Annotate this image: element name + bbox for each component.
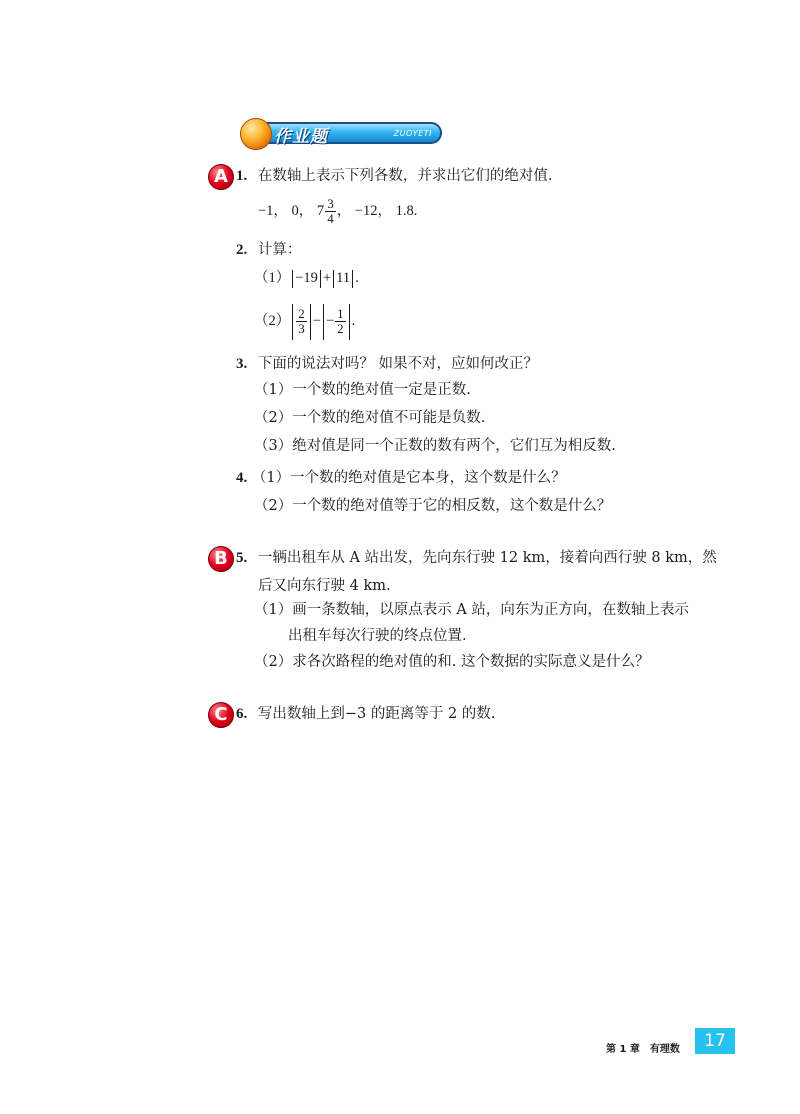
question-5-item-2: （2）求各次路程的绝对值的和. 这个数据的实际意义是什么？ xyxy=(254,654,650,670)
banner-title: 作业题 xyxy=(274,127,328,147)
abs-bar xyxy=(323,304,324,340)
question-4-item-2: （2）一个数的绝对值等于它的相反数，这个数是什么？ xyxy=(254,498,612,514)
question-5-number: 5. xyxy=(236,550,248,566)
part-2-operator: − xyxy=(312,313,321,329)
question-3-item-2: （2）一个数的绝对值不可能是负数. xyxy=(254,410,486,426)
question-6-text: 写出数轴上到−3 的距离等于 2 的数. xyxy=(257,706,496,722)
fraction-numerator: 2 xyxy=(298,306,305,322)
question-3-item-3: （3）绝对值是同一个正数的数有两个，它们互为相反数. xyxy=(254,438,616,454)
section-a-badge-icon: A xyxy=(208,164,234,190)
fraction-one-half xyxy=(335,307,346,336)
question-6 xyxy=(236,704,495,724)
question-5-line-1: 一辆出租车从 A 站出发，先向东行驶 12 km，接着向西行驶 8 km，然 xyxy=(257,550,717,566)
fraction-denominator: 2 xyxy=(337,321,344,337)
values-start: −1， 0， 7 xyxy=(258,203,325,219)
fraction-numerator: 1 xyxy=(337,306,344,322)
part-1-operand-b: 11 xyxy=(336,270,351,286)
orange-ball-icon xyxy=(240,118,272,150)
question-2 xyxy=(236,240,301,260)
part-2-end: . xyxy=(351,313,356,329)
question-1 xyxy=(236,166,552,186)
question-5-item-1-line-1: （1）画一条数轴，以原点表示 A 站，向东为正方向，在数轴上表示 xyxy=(254,602,689,618)
fraction-two-thirds xyxy=(296,307,307,336)
abs-bar xyxy=(333,270,334,288)
fraction-denominator: 4 xyxy=(327,211,334,227)
part-2-label: （2） xyxy=(254,313,291,329)
question-6-number: 6. xyxy=(236,706,248,722)
question-3-text: 下面的说法对吗？ 如果不对，应如何改正？ xyxy=(257,356,538,372)
part-1-operator: + xyxy=(322,270,332,286)
part-1-label: （1） xyxy=(254,270,291,286)
question-4-number: 4. xyxy=(236,470,248,486)
question-2-part-1 xyxy=(254,268,359,288)
page-number: 17 xyxy=(695,1028,735,1054)
question-4 xyxy=(236,468,566,488)
fraction-three-quarters xyxy=(325,197,336,226)
question-2-part-2 xyxy=(254,302,355,340)
section-c-badge-icon: C xyxy=(208,702,234,728)
question-5-item-1-line-2: 出租车每次行驶的终点位置. xyxy=(288,628,467,644)
part-1-operand-a: −19 xyxy=(295,270,318,286)
question-5-line-2: 后又向东行驶 4 km. xyxy=(258,578,391,594)
question-3-number: 3. xyxy=(236,356,248,372)
question-5 xyxy=(236,548,717,568)
abs-bar xyxy=(310,304,311,340)
question-4-item-1: （1）一个数的绝对值是它本身，这个数是什么？ xyxy=(251,470,566,486)
part-2-minus: − xyxy=(325,313,335,329)
question-2-number: 2. xyxy=(236,242,248,258)
question-1-number: 1. xyxy=(236,168,248,184)
fraction-numerator: 3 xyxy=(327,196,334,212)
question-3-item-1: （1）一个数的绝对值一定是正数. xyxy=(254,382,471,398)
banner-subtitle: ZUOYETI xyxy=(393,129,432,138)
question-2-title: 计算： xyxy=(257,242,302,258)
abs-bar xyxy=(320,270,321,288)
abs-bar xyxy=(352,270,353,288)
footer-chapter: 第 1 章 有理数 xyxy=(606,1044,680,1055)
abs-bar xyxy=(292,270,293,288)
values-end: ， −12， 1.8. xyxy=(336,203,418,219)
question-1-values xyxy=(258,194,417,228)
abs-bar xyxy=(349,304,350,340)
section-b-badge-icon: B xyxy=(208,546,234,572)
abs-bar xyxy=(292,304,293,340)
homework-banner xyxy=(232,116,446,150)
question-1-text: 在数轴上表示下列各数，并求出它们的绝对值. xyxy=(257,168,553,184)
part-1-end: . xyxy=(355,270,359,286)
fraction-denominator: 3 xyxy=(298,321,305,337)
question-3 xyxy=(236,354,538,374)
